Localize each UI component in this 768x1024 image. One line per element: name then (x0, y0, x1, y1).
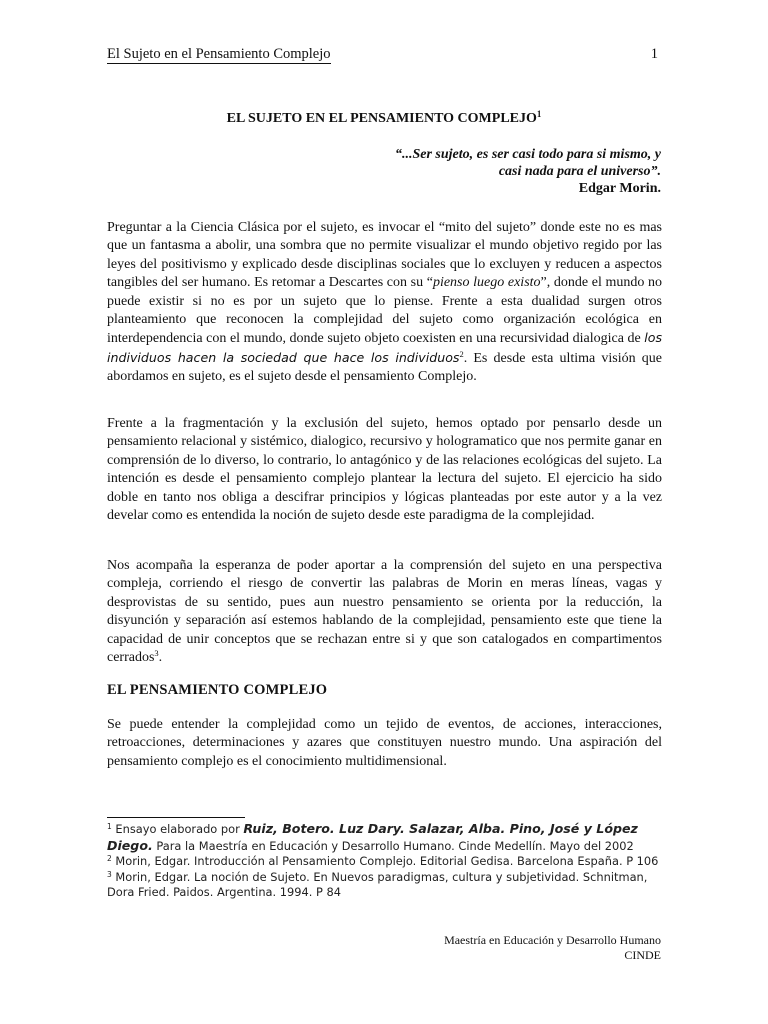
page-footer (444, 933, 661, 963)
paragraph-3-end: . (158, 650, 163, 666)
footnotes (107, 821, 667, 901)
title-text: EL SUJETO EN EL PENSAMIENTO COMPLEJO (226, 111, 537, 126)
footnote-3-number: 3 (107, 869, 112, 879)
title-footnote-ref: 1 (536, 109, 542, 119)
running-header (107, 46, 661, 66)
epigraph-line-1: “...Ser sujeto, es ser casi todo para si mismo, y (394, 147, 661, 162)
footer-line-1: Maestría en Educación y Desarrollo Humano (444, 933, 661, 947)
footnote-1-authors: Ruiz, Botero. Luz Dary. Salazar, Alba. Pino, José y López Diego. (107, 821, 638, 853)
paragraph-1-part-1: Preguntar a la Ciencia Clásica por el sujeto, es invocar el “mito del sujeto” donde este no es mas que un fantasma a abolir, una sombra que no permite visualizar el mundo objetivo regido por las leyes del positivismo y explicado desde disciplinas sociales que lo excluyen y reducen a aspectos tangibles del ser humano. Es retomar a Descartes con su “ (107, 220, 662, 291)
footnote-ref-2: 2 (459, 348, 464, 359)
footnote-1-pre: Ensayo elaborado por (111, 822, 244, 836)
header-title: El Sujeto en el Pensamiento Complejo (107, 46, 331, 62)
paragraph-1-part-2: ”, donde el mundo no puede existir si no es por un sujeto que lo piense. Frente a esta dualidad surgen otros planteamiento que reconocen la complejidad del sujeto como organización ecológica en interdependencia con el mundo, donde sujeto objeto coexisten en una recursividad dialogica de (107, 275, 662, 347)
epigraph (107, 146, 661, 197)
page-number: 1 (650, 46, 658, 62)
morin-phrase: los individuos hacen la sociedad que hace los individuos (107, 330, 662, 365)
footnote-1 (107, 821, 667, 854)
footnote-3 (107, 870, 667, 901)
epigraph-author: Edgar Morin. (578, 181, 661, 196)
epigraph-line-2: casi nada para el universo”. (498, 164, 661, 179)
footnote-2-text: Morin, Edgar. Introducción al Pensamiento Complejo. Editorial Gedisa. Barcelona España. P 106 (111, 854, 659, 869)
footnote-ref-3: 3 (154, 648, 159, 659)
footnote-separator (107, 817, 245, 818)
footnote-3-text: Morin, Edgar. La noción de Sujeto. En Nuevos paradigmas, cultura y subjetividad. Schnitman, Dora Fried. Paidos. Argentina. 1994. P 84 (107, 869, 648, 900)
paragraph-1 (107, 219, 662, 387)
footnote-2 (107, 854, 667, 870)
footnote-2-number: 2 (107, 854, 112, 864)
descartes-quote: pienso luego existo (432, 275, 541, 291)
paragraph-4: Se puede entender la complejidad como un tejido de eventos, de acciones, interacciones, retroacciones, determinaciones y azares que constituyen nuestro mundo. Una aspiración del pensamiento complejo es el conocimiento multidimensional. (107, 717, 662, 769)
footnote-1-post: Para la Maestría en Educación y Desarrollo Humano. Cinde Medellín. Mayo del 2002 (152, 838, 634, 853)
paragraph-2: Frente a la fragmentación y la exclusión del sujeto, hemos optado por pensarlo desde un pensamiento relacional y sistémico, dialogico, recursivo y hologramatico que nos permite ganar en comprensión de lo diverso, lo contrario, lo antagónico y de las relaciones ecológicas del sujeto. La intención es desde el pensamiento complejo plantear la lectura del sujeto. El ejercicio ha sido doble en tanto nos obliga a descifrar principios y lógicas planteadas por este autor y a la vez develar como es entendida la noción de sujeto desde este paradigma de la complejidad. (107, 416, 662, 524)
section-heading: EL PENSAMIENTO COMPLEJO (107, 682, 328, 698)
document-title (107, 110, 661, 128)
paragraph-3-text: Nos acompaña la esperanza de poder aportar a la comprensión del sujeto en una perspectiva compleja, corriendo el riesgo de convertir las palabras de Morin en meras líneas, vagas y desprovistas de su sentido, pues aun nuestro pensamiento se orienta por la reducción, la disyunción y separación así estemos hablando de la complejidad, pensamiento este que tiene la capacidad de unir conceptos que se rechazan entre si y que son catalogados en compartimentos cerrados (107, 558, 662, 666)
paragraph-1-part-3: . Es desde esta ultima visión que abordamos en sujeto, es el sujeto desde el pensamiento Complejo. (107, 350, 662, 385)
footnote-1-number: 1 (107, 822, 112, 831)
paragraph-3 (107, 557, 662, 667)
footer-line-2: CINDE (624, 948, 661, 962)
